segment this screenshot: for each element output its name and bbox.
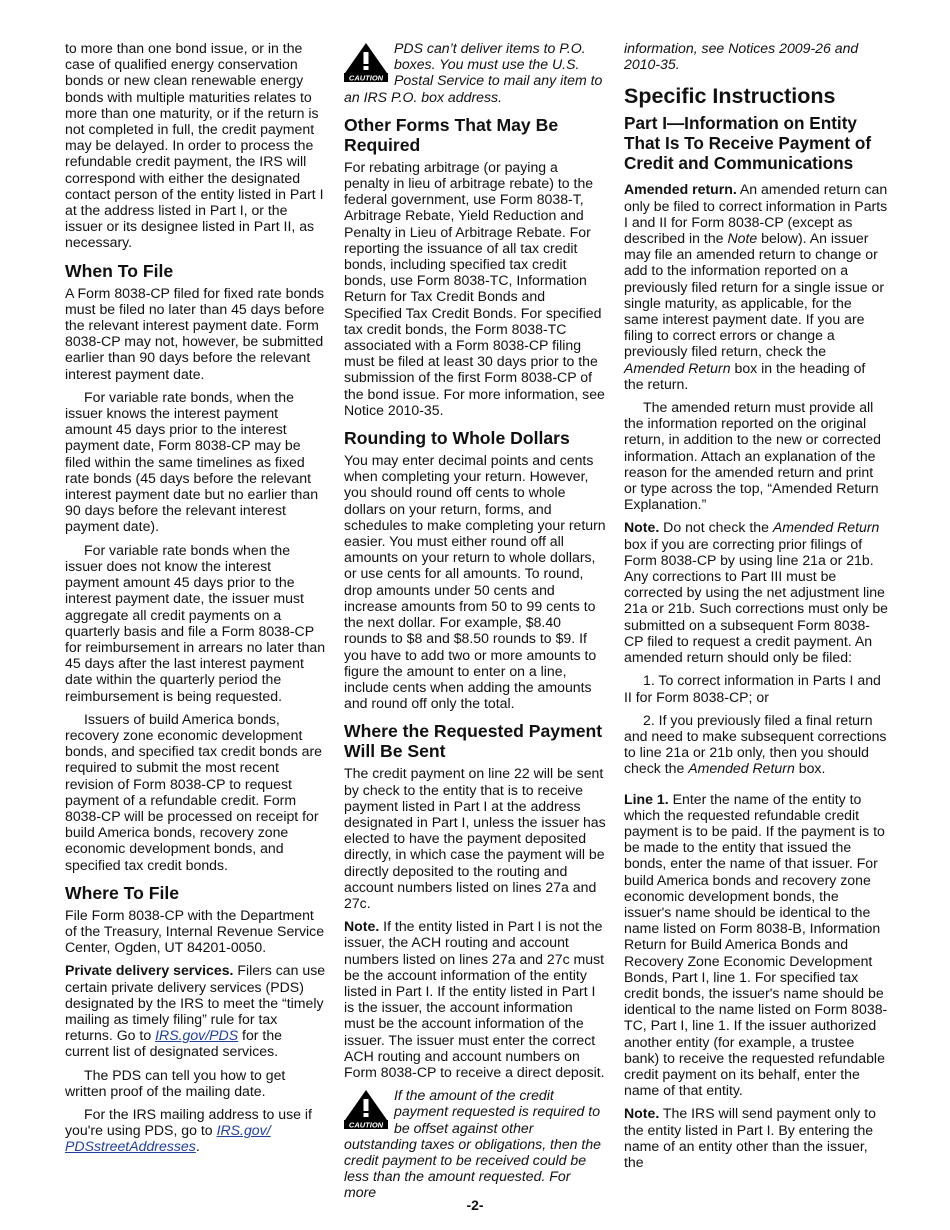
heading-where-to-file: Where To File xyxy=(65,882,180,903)
column-2 xyxy=(344,40,606,1207)
paragraph: The credit payment on line 22 will be sent by check to the entity that is to receive payment listed in Part I at the address designated in Part I, unless the issuer has elected to have the payment deposited directly, in which case the payment will be directly deposited to the routing and account numbers listed on lines 27a and 27c. xyxy=(344,765,606,911)
period: . xyxy=(195,1138,200,1155)
pds-street-addresses-link[interactable]: IRS.gov/ PDSstreetAddresses xyxy=(65,1122,271,1155)
heading-other-forms: Other Forms That May Be Required xyxy=(344,114,559,155)
note-lead: Note. xyxy=(624,1105,660,1122)
pds-text: Filers can use certain private delivery services (PDS) designated by the IRS to meet the “timely mailing as timely filing” rule for tax returns. Go to xyxy=(65,962,326,1044)
list-text: box. xyxy=(798,760,826,777)
irs-pds-link[interactable]: IRS.gov/PDS xyxy=(155,1027,239,1044)
caution-text: If the amount of the credit payment requested is required to be offset against other outstanding taxes or obligations, then the credit payment to be received could be less than the amount requested. For more xyxy=(344,1087,601,1201)
amended-return-term: Amended Return xyxy=(772,519,880,536)
note-text: If the entity listed in Part I is not the issuer, the ACH routing and account numbers listed on lines 27a and 27c must be the account information of the entity listed in Part I. If the entity listed in Part I is the issuer, the account information must be the account information of the issuer. The issuer must enter the correct ACH routing and account numbers on Form 8038-CP to receive a direct deposit. xyxy=(344,918,605,1080)
caution-icon xyxy=(344,42,388,82)
note-word: Note xyxy=(727,230,758,247)
pds-paragraph xyxy=(65,962,327,1059)
note-paragraph xyxy=(624,519,888,665)
paragraph: The amended return must provide all the information reported on the original return, in addition to the new or corrected information. Attach an explanation of the reason for the amended return and print or type across the top, “Amended Return Explanation.” xyxy=(624,399,881,513)
paragraph: For variable rate bonds, when the issuer knows the interest payment amount 45 days prior to the interest payment date, Form 8038-CP may be filed within the same timelines as fixed rate bonds (45 days before the relevant interest payment date but no earlier than 90 days before the relevant interest payment date). xyxy=(65,388,319,535)
amended-text: An amended return can only be filed to correct information in Parts I and II for Form 8038-CP (except as described in the xyxy=(624,181,888,247)
caution-note xyxy=(344,40,606,105)
column-1 xyxy=(65,40,327,1162)
list-item xyxy=(624,712,888,777)
pds-address-text: For the IRS mailing address to use if you're using PDS, go to xyxy=(65,1105,312,1139)
paragraph: information, see Notices 2009-26 and 2010-35. xyxy=(624,40,859,73)
column-3 xyxy=(624,40,888,1177)
line1-lead: Line 1. xyxy=(624,790,669,807)
paragraph: For variable rate bonds when the issuer does not know the interest payment amount 45 days prior to the interest payment date, the issuer must aggregate all credit payments on a quarterly basis and file a Form 8038-CP for reimbursement in arrears no later than 45 days after the last interest payment date within the quarterly period the reimbursement is being requested. xyxy=(65,541,326,704)
note-lead: Note. xyxy=(344,918,380,935)
caution-note xyxy=(344,1087,606,1200)
heading-rounding: Rounding to Whole Dollars xyxy=(344,428,570,449)
heading-specific-instructions: Specific Instructions xyxy=(624,84,836,109)
caution-label: CAUTION xyxy=(348,73,384,82)
caution-label: CAUTION xyxy=(348,1120,384,1130)
list-item: 1. To correct information in Parts I and II for Form 8038-CP; or xyxy=(624,672,881,705)
paragraph: File Form 8038-CP with the Department of the Treasury, Internal Revenue Service Center, Ogden, UT 84201-0050. xyxy=(65,906,325,956)
note-paragraph xyxy=(344,918,606,1080)
pds-address-paragraph xyxy=(65,1106,327,1155)
heading-where-payment-sent: Where the Requested Payment Will Be Sent xyxy=(344,721,603,762)
note-text: box if you are correcting prior filings of Form 8038-CP by using line 21a or 21b. Any corrections to Part III must be corrected by using the net adjustment line 21a or 21b. Such corrections must only be submitted on a subsequent Form 8038-CP filed to request a credit payment. An amended return should only be filed: xyxy=(624,535,889,666)
amended-return-term: Amended Return xyxy=(688,760,795,777)
amended-return-term: Amended Return xyxy=(624,359,731,376)
line1-paragraph xyxy=(624,791,888,1099)
note-text: Do not check the xyxy=(663,519,769,536)
pds-lead: Private delivery services. xyxy=(65,962,234,979)
caution-text: PDS can’t deliver items to P.O. boxes. You must use the U.S. Postal Service to mail any item to an IRS P.O. box address. xyxy=(344,40,603,105)
caution-icon xyxy=(344,1089,388,1129)
paragraph: Issuers of build America bonds, recovery zone economic development bonds, and specified tax credit bonds are required to submit the most recent revision of Form 8038-CP to request payment of a refundable credit. Form 8038-CP will be processed on receipt for build America bonds, recovery zone economic development bonds, and specified tax credit bonds. xyxy=(65,710,322,873)
amended-text: box in the heading of the return. xyxy=(624,359,866,392)
paragraph: A Form 8038-CP filed for fixed rate bonds must be filed no later than 45 days before the relevant interest payment date. Form 8038-CP may not, however, be submitted earlier than 90 days before the relevant interest payment date. xyxy=(65,284,325,382)
note-lead: Note. xyxy=(624,519,660,536)
page-number: -2- xyxy=(466,1197,484,1213)
amended-lead: Amended return. xyxy=(624,181,737,198)
paragraph: You may enter decimal points and cents when completing your return. However, you should round off cents to whole dollars on your return, forms, and schedules to make completing your return easier. You must either round off all amounts on your return to whole dollars, or use cents for all amounts. To round, drop amounts under 50 cents and increase amounts from 50 to 99 cents to the next dollar. For example, $8.40 rounds to $8 and $8.50 rounds to $9. If you have to add two or more amounts to figure the amount to enter on a line, include cents when adding the amounts and round off only the total. xyxy=(344,452,606,712)
amended-paragraph xyxy=(624,181,888,392)
paragraph: The PDS can tell you how to get written proof of the mailing date. xyxy=(65,1066,286,1099)
amended-text: below). An issuer may file an amended return to change or add to the information reported on a previously filed return for a single issue or single maturity, as applicable, for the same interest payment date. If you are filing to correct errors or change a previously filed return, check the xyxy=(624,230,885,360)
heading-when-to-file: When To File xyxy=(65,260,174,281)
list-text: 2. If you previously filed a final return and need to make subsequent corrections to line 21a or 21b only, then you should check the xyxy=(624,711,887,777)
note-text: The IRS will send payment only to the entity listed in Part I. By entering the name of an entity other than the issuer, the xyxy=(624,1105,876,1170)
heading-part-1: Part I—Information on Entity That Is To Receive Payment of Credit and Communications xyxy=(624,113,872,174)
pds-tail: for the current list of designated services. xyxy=(65,1027,283,1060)
paragraph: For rebating arbitrage (or paying a penalty in lieu of arbitrage rebate) to the federal government, use Form 8038-T, Arbitrage Rebate, Yield Reduction and Penalty in Lieu of Arbitrage Rebate. For reporting the issuance of all tax credit bonds, including specified tax credit bonds, use Form 8038-TC, Information Return for Tax Credit Bonds and Specified Tax Credit Bonds. For specified tax credit bonds, the Form 8038-TC associated with a Form 8038-CP filing must be filed at least 30 days prior to the submission of the first Form 8038-CP of the bond issue. For more information, see Notice 2010-35. xyxy=(344,158,605,418)
note-paragraph xyxy=(624,1105,888,1170)
paragraph: to more than one bond issue, or in the case of qualified energy conservation bonds or new clean renewable energy bonds with multiple maturities relates to more than one maturity, or if the return is not completed in full, the credit payment may be delayed. In order to process the refundable credit payment, the IRS will correspond with either the designated contact person of the entity listed in Part I at the address listed in Part I, or the issuer or its designee listed in Part II, as necessary. xyxy=(65,40,324,251)
line1-text: Enter the name of the entity to which the requested refundable credit payment is to be paid. If the payment is to be made to the entity that issued the bonds, enter the name of that issuer. For build America bonds and recovery zone economic development bonds, the issuer's name should be identical to the name listed on Form 8038-B, Information Return for Build America Bonds and Recovery Zone Economic Development Bonds, Part I, line 1. For specified tax credit bonds, the issuer's name should be identical to the name listed on Form 8038-TC, Part I, line 1. If the issuer authorized another entity (for example, a trustee bank) to receive the requested refundable credit payment on its behalf, enter the name of that entity. xyxy=(624,790,888,1099)
